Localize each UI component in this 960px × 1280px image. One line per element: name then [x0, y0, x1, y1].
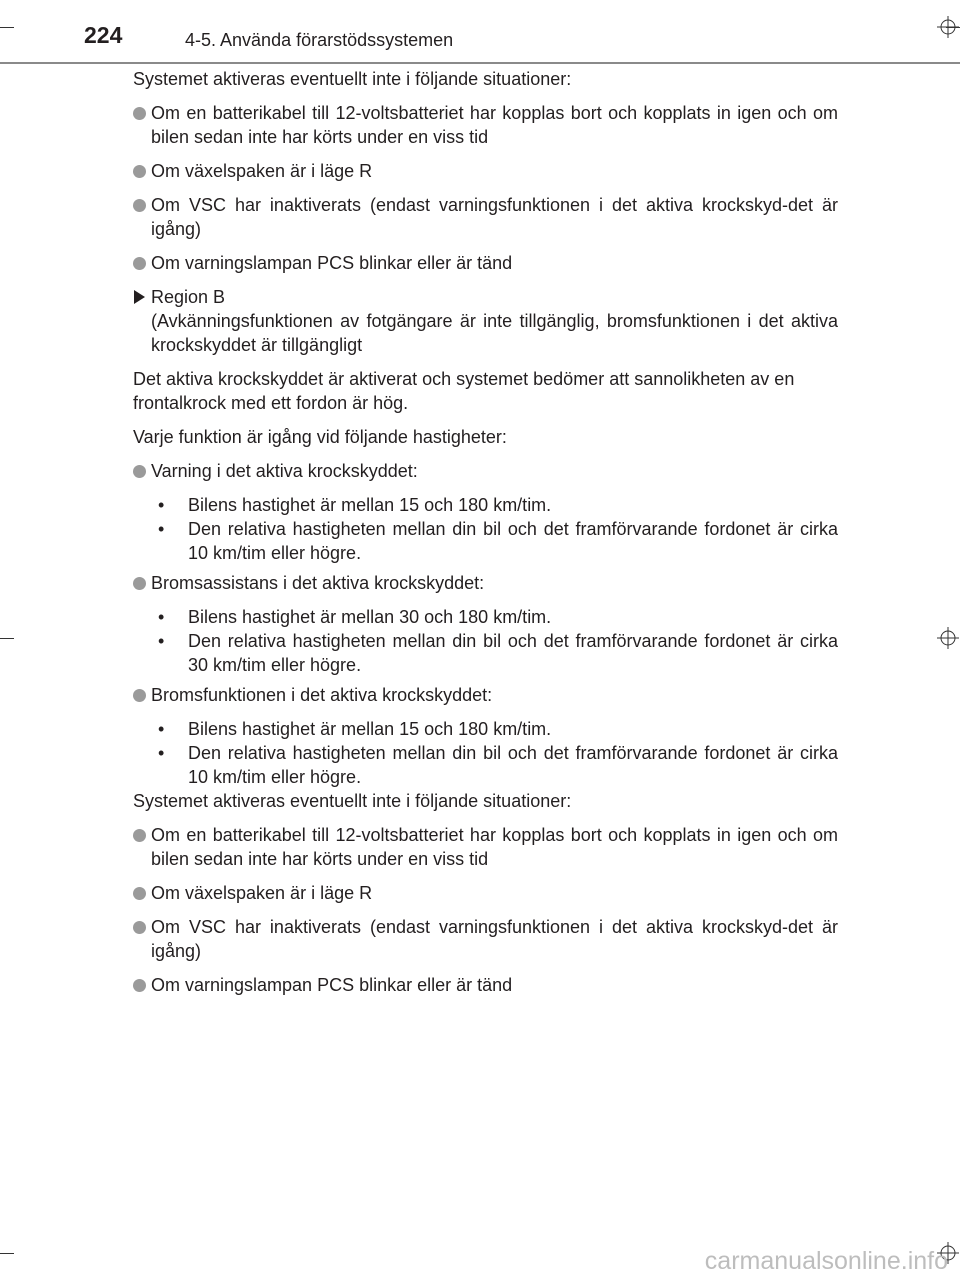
crop-mark — [0, 27, 14, 28]
bullet-dot-icon — [133, 199, 146, 212]
list-item: Om varningslampan PCS blinkar eller är tänd — [133, 973, 838, 997]
bullet-dot-icon — [133, 887, 146, 900]
sub-list — [151, 493, 838, 565]
crop-mark — [0, 638, 14, 639]
region-b-title: Region B — [151, 287, 226, 307]
region-b-note: (Avkänningsfunktionen av fotgängare är inte tillgänglig, bromsfunktionen i det aktiva krockskyddet är tillgängligt — [151, 311, 838, 355]
bullet-dot-icon — [133, 689, 146, 702]
sub-list-item: • Den relativa hastigheten mellan din bil och det framförvarande fordonet är cirka 10 km/tim eller högre. — [158, 519, 838, 563]
sub-list — [151, 605, 838, 677]
region-b-block — [133, 285, 838, 357]
triangle-arrow-icon — [134, 290, 145, 304]
list-item: Bromsassistans i det aktiva krockskyddet: — [133, 571, 838, 595]
bullet-dot-icon — [133, 921, 146, 934]
intro-text: Systemet aktiveras eventuellt inte i följande situationer: — [133, 69, 572, 89]
list-item: Om växelspaken är i läge R — [133, 881, 838, 905]
paragraph: Varje funktion är igång vid följande hastigheter: — [133, 427, 507, 447]
sub-list-item: • Den relativa hastigheten mellan din bil och det framförvarande fordonet är cirka 10 km/tim eller högre. — [158, 743, 838, 787]
paragraph: Det aktiva krockskyddet är aktiverat och systemet bedömer att sannolikheten av en frontalkrock med ett fordon är hög. — [133, 369, 795, 413]
section-title: 4-5. Använda förarstödssystemen — [185, 30, 454, 50]
bullet-dot-icon — [133, 465, 146, 478]
list-item: Bromsfunktionen i det aktiva krockskyddet: — [133, 683, 838, 707]
sub-list-item: • Den relativa hastigheten mellan din bil och det framförvarande fordonet är cirka 30 km/tim eller högre. — [158, 631, 838, 675]
list-item: Om VSC har inaktiverats (endast varningsfunktionen i det aktiva krockskyd-det är igång) — [133, 915, 838, 963]
list-item: Om växelspaken är i läge R — [133, 159, 838, 183]
list-item: Om VSC har inaktiverats (endast varningsfunktionen i det aktiva krockskyd-det är igång) — [133, 193, 838, 241]
watermark: carmanualsonline.info — [704, 1247, 948, 1275]
sub-list-item: • Bilens hastighet är mellan 30 och 180 km/tim. — [158, 607, 552, 627]
bullet-dot-icon — [133, 577, 146, 590]
sub-list-item: • Bilens hastighet är mellan 15 och 180 km/tim. — [158, 495, 552, 515]
bullet-dot-icon — [133, 829, 146, 842]
sub-list — [151, 717, 838, 789]
list-item: Om en batterikabel till 12-voltsbatteriet har kopplas bort och kopplats in igen och om bilen sedan inte har körts under en viss tid — [133, 823, 838, 871]
header-rule — [0, 62, 960, 64]
list-item: Om en batterikabel till 12-voltsbatteriet har kopplas bort och kopplats in igen och om bilen sedan inte har körts under en viss tid — [133, 101, 838, 149]
page-number: 224 — [84, 22, 123, 48]
page-body — [133, 67, 838, 1007]
list-item: Varning i det aktiva krockskyddet: — [133, 459, 838, 483]
list-item: Om varningslampan PCS blinkar eller är tänd — [133, 251, 838, 275]
sub-list-item: • Bilens hastighet är mellan 15 och 180 km/tim. — [158, 719, 552, 739]
registration-mark-icon — [937, 627, 959, 649]
intro-text: Systemet aktiveras eventuellt inte i följande situationer: — [133, 791, 572, 811]
bullet-dot-icon — [133, 979, 146, 992]
bullet-dot-icon — [133, 257, 146, 270]
crop-mark — [0, 1253, 14, 1254]
page-header — [0, 0, 960, 64]
bullet-dot-icon — [133, 107, 146, 120]
registration-mark-icon — [937, 16, 959, 38]
bullet-dot-icon — [133, 165, 146, 178]
